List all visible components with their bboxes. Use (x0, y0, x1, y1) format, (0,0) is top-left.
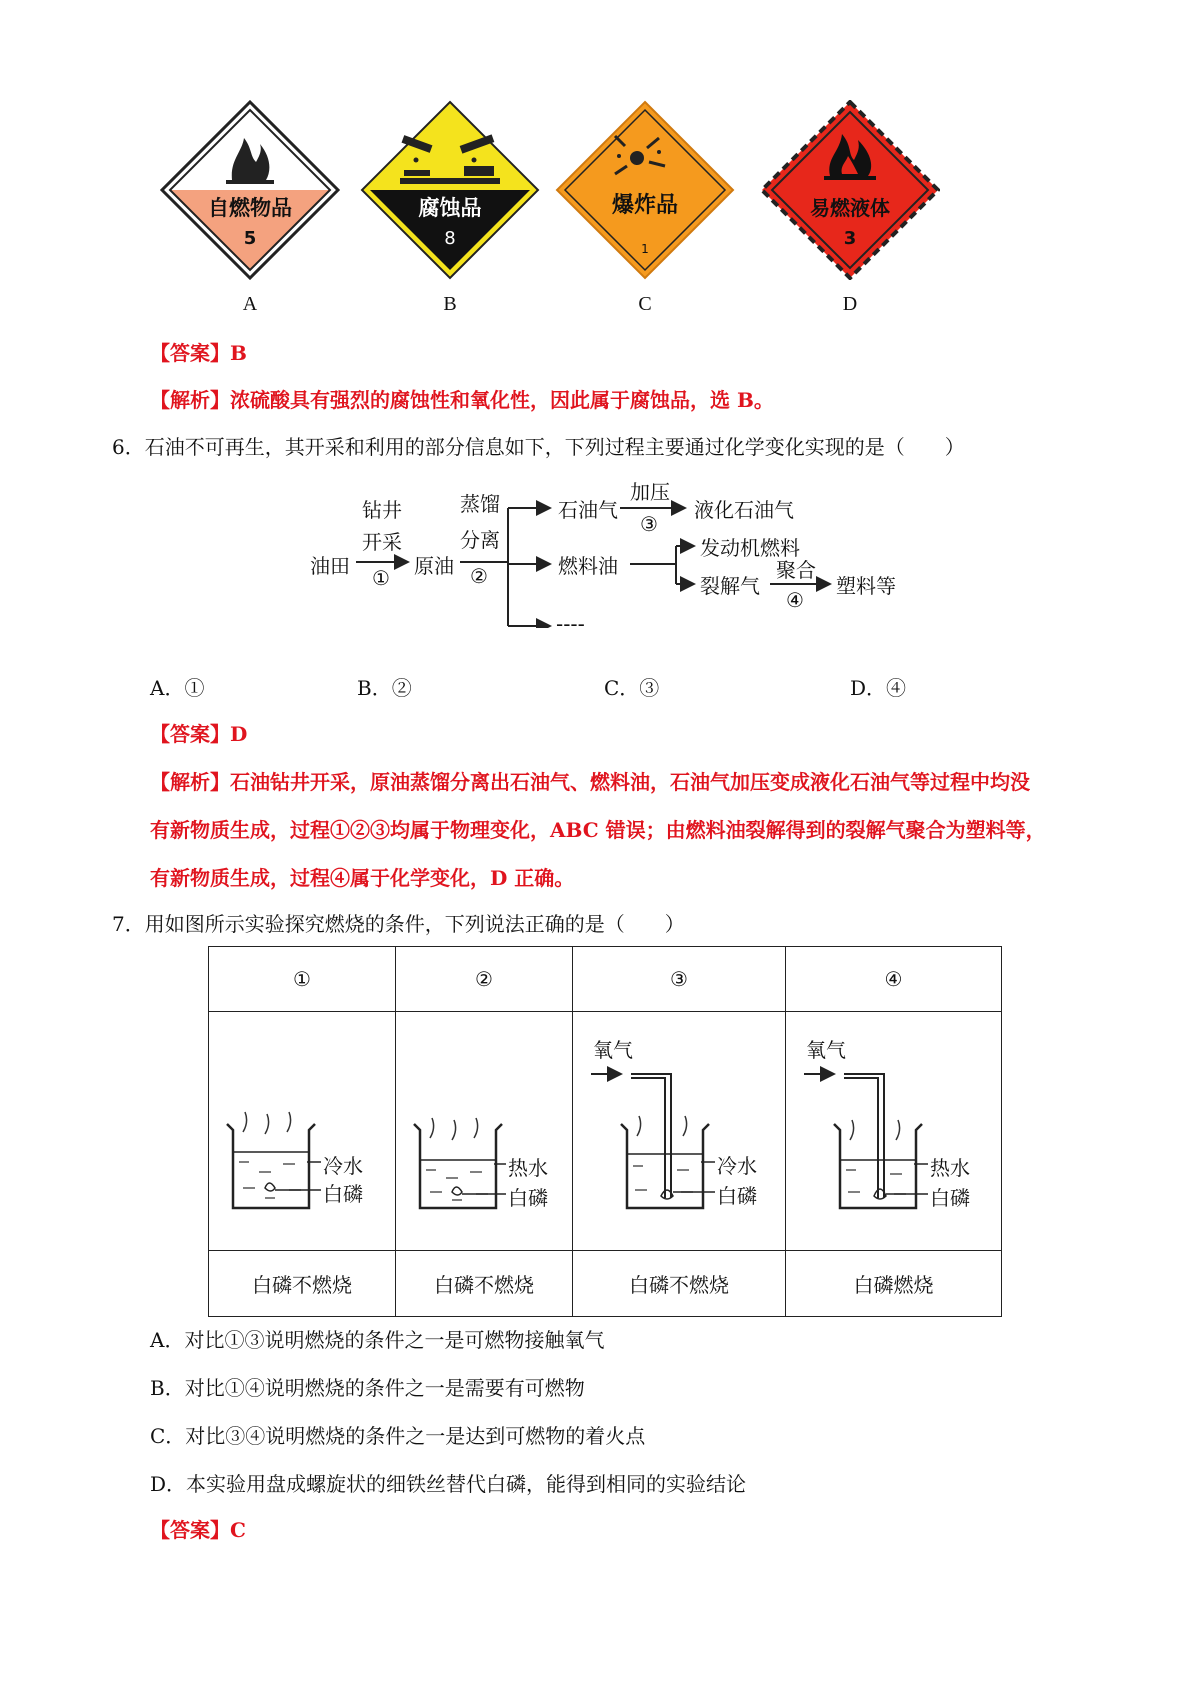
sign-b-number: 8 (444, 228, 456, 249)
sign-d-number: 3 (843, 228, 857, 249)
sign-a-text: 自燃物品 (208, 196, 292, 220)
q6-option-c: C．③ (604, 676, 660, 700)
beaker-2-phosphorus-label: 白磷 (508, 1186, 548, 1210)
flow-step2: ② (470, 564, 488, 588)
table-header-1: ① (209, 947, 396, 1012)
q6-option-b: B．② (357, 676, 412, 700)
q5-answer: 【答案】B (150, 341, 247, 365)
result-3: 白磷不燃烧 (573, 1251, 786, 1317)
flow-oilfield: 油田 (310, 554, 350, 578)
hazard-sign-c (555, 100, 735, 284)
beaker-1-water-label: 冷水 (323, 1154, 363, 1178)
sign-c-number: 1 (641, 242, 649, 256)
beaker-4-water-label: 热水 (930, 1156, 970, 1180)
flow-plastics: 塑料等 (836, 574, 896, 598)
flow-pressurize: 加压 (630, 480, 670, 504)
beaker-3-phosphorus-label: 白磷 (717, 1184, 757, 1208)
flow-drill-bottom: 开采 (362, 530, 402, 554)
q6-option-a: A．① (150, 676, 205, 700)
flow-polymerize: 聚合 (776, 558, 816, 582)
beaker-3-water-label: 冷水 (717, 1154, 757, 1178)
q5-analysis: 【解析】浓硫酸具有强烈的腐蚀性和氧化性，因此属于腐蚀品，选 B。 (150, 388, 774, 412)
result-4: 白磷燃烧 (786, 1251, 1002, 1317)
table-header-2: ② (396, 947, 573, 1012)
beaker-2-drawing (396, 1012, 572, 1250)
q6-flowchart (300, 478, 900, 636)
beaker-3-oxygen-label: 氧气 (593, 1038, 633, 1062)
q6-analysis-line-1: 【解析】石油钻井开采，原油蒸馏分离出石油气、燃料油，石油气加压变成液化石油气等过程中均没 (150, 770, 1030, 794)
table-header-4: ④ (786, 947, 1002, 1012)
table-header-3: ③ (573, 947, 786, 1012)
q7-answer: 【答案】C (150, 1518, 246, 1542)
flow-cracked-gas: 裂解气 (700, 574, 760, 598)
flow-fuel-oil: 燃料油 (558, 554, 618, 578)
beaker-cell-4 (786, 1012, 1002, 1251)
flow-distill-bottom: 分离 (460, 528, 500, 552)
sign-c-letter: C (638, 293, 652, 315)
flow-drill-top: 钻井 (362, 498, 402, 522)
sign-a-letter: A (242, 293, 258, 315)
flow-crude: 原油 (414, 554, 454, 578)
beaker-cell-1 (209, 1012, 396, 1251)
flow-step3: ③ (640, 512, 658, 536)
q6-answer: 【答案】D (150, 722, 248, 746)
flow-more: ---- (556, 612, 585, 636)
flow-step1: ① (372, 566, 390, 590)
q7-option-c: C．对比③④说明燃烧的条件之一是达到可燃物的着火点 (150, 1424, 646, 1448)
beaker-cell-2 (396, 1012, 573, 1251)
q6-option-d: D．④ (850, 676, 907, 700)
hazard-sign-d (760, 100, 940, 284)
q7-option-d: D．本实验用盘成螺旋状的细铁丝替代白磷，能得到相同的实验结论 (150, 1472, 747, 1496)
hazard-sign-a (160, 100, 340, 284)
q7-stem: 7．用如图所示实验探究燃烧的条件，下列说法正确的是（ ） (112, 912, 685, 936)
sign-a-number: 5 (243, 228, 257, 249)
flow-lpg: 液化石油气 (694, 498, 794, 522)
beaker-cell-3 (573, 1012, 786, 1251)
beaker-4-phosphorus-label: 白磷 (930, 1186, 970, 1210)
q7-experiment-table (208, 946, 1002, 1317)
beaker-1-drawing (209, 1012, 395, 1250)
beaker-2-water-label: 热水 (508, 1156, 548, 1180)
sign-d-text: 易燃液体 (810, 196, 890, 220)
result-2: 白磷不燃烧 (396, 1251, 573, 1317)
q6-analysis-line-2: 有新物质生成，过程①②③均属于物理变化，ABC 错误；由燃料油裂解得到的裂解气聚合为塑料等， (150, 818, 1046, 842)
flow-engine-fuel: 发动机燃料 (700, 536, 800, 560)
sign-b-letter: B (443, 293, 457, 315)
beaker-1-phosphorus-label: 白磷 (323, 1182, 363, 1206)
flow-distill-top: 蒸馏 (460, 492, 500, 516)
beaker-4-oxygen-label: 氧气 (806, 1038, 846, 1062)
sign-b-text: 腐蚀品 (418, 196, 482, 220)
result-1: 白磷不燃烧 (209, 1251, 396, 1317)
sign-d-letter: D (842, 293, 858, 315)
q6-analysis-line-3: 有新物质生成，过程④属于化学变化，D 正确。 (150, 866, 575, 890)
hazard-sign-b (360, 100, 540, 284)
flow-gas: 石油气 (558, 498, 618, 522)
sign-c-text: 爆炸品 (611, 193, 678, 218)
q6-stem: 6．石油不可再生，其开采和利用的部分信息如下，下列过程主要通过化学变化实现的是（ ） (112, 435, 965, 459)
q7-option-a: A．对比①③说明燃烧的条件之一是可燃物接触氧气 (150, 1328, 605, 1352)
q7-option-b: B．对比①④说明燃烧的条件之一是需要有可燃物 (150, 1376, 585, 1400)
flow-step4: ④ (786, 588, 804, 612)
